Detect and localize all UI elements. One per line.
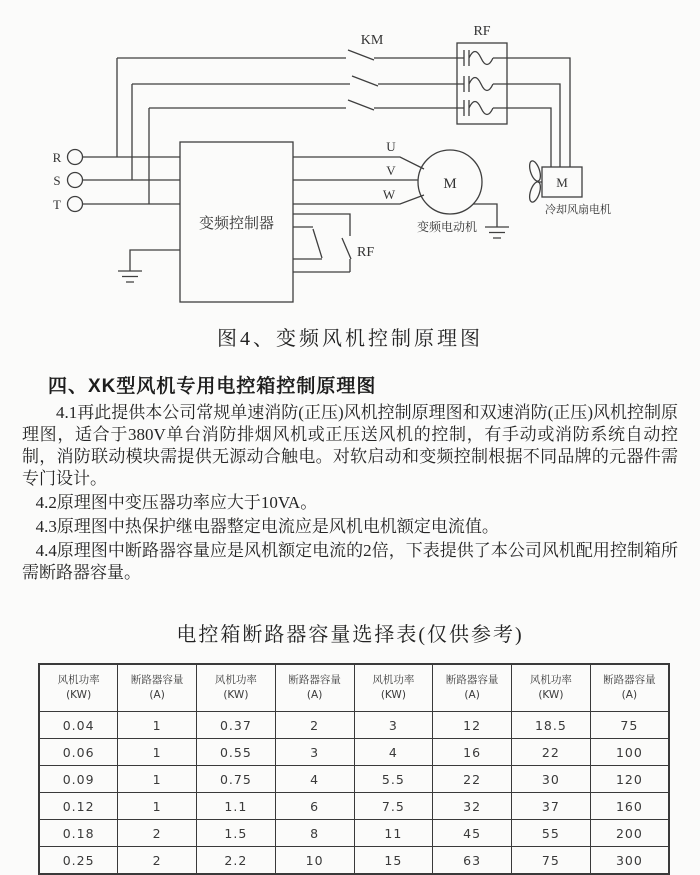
table-header	[39, 664, 669, 712]
caption-main-motor: 变频电动机	[416, 220, 478, 234]
circuit-diagram-svg	[0, 0, 700, 316]
diagram-labels	[53, 24, 611, 260]
label-phase-t: T	[53, 197, 61, 212]
rf-side-inner-loop	[293, 227, 322, 259]
table-cell: 120	[590, 766, 669, 793]
table-cell: 1	[118, 739, 197, 766]
table-cell: 75	[590, 712, 669, 739]
breaker-capacity-table	[38, 663, 670, 875]
km-contact-3	[348, 100, 457, 110]
paragraph-4-4: 4.4原理图中断路器容量应是风机额定电流的2倍，下表提供了本公司风机配用控制箱所需断路器容量。	[22, 541, 678, 582]
table-cell: 55	[512, 820, 591, 847]
label-phase-s: S	[53, 173, 61, 188]
label-w: W	[382, 187, 396, 202]
converter-ground	[118, 250, 180, 282]
riser-wires	[117, 58, 350, 204]
caption-fan-motor: 冷却风扇电机	[545, 204, 611, 216]
table-cell: 0.25	[39, 847, 118, 875]
label-u: U	[386, 139, 396, 154]
table-cell: 300	[590, 847, 669, 875]
fan-blade-bottom	[527, 181, 542, 204]
column-header: 风机功率 (KW)	[354, 664, 433, 712]
table-cell: 30	[512, 766, 591, 793]
table-cell: 8	[275, 820, 354, 847]
rf-heater-1	[457, 50, 507, 66]
label-converter: 变频控制器	[198, 216, 275, 232]
column-header: 断路器容量 (A)	[118, 664, 197, 712]
column-header: 断路器容量 (A)	[275, 664, 354, 712]
section-heading: 四、XK型风机专用电控箱控制原理图	[48, 376, 377, 397]
table-cell: 0.75	[197, 766, 276, 793]
table-cell: 2.2	[197, 847, 276, 875]
label-rf-top: RF	[473, 24, 491, 39]
table-cell: 22	[512, 739, 591, 766]
table-cell: 4	[354, 739, 433, 766]
column-header: 风机功率 (KW)	[197, 664, 276, 712]
table-row	[39, 739, 669, 766]
km-contact-2	[352, 76, 457, 86]
table-cell: 0.04	[39, 712, 118, 739]
table-cell: 45	[433, 820, 512, 847]
table-cell: 10	[275, 847, 354, 875]
table-cell: 7.5	[354, 793, 433, 820]
table-cell: 11	[354, 820, 433, 847]
table-cell: 0.55	[197, 739, 276, 766]
rf-side-outer-loop	[293, 214, 351, 272]
fan-blade-top	[527, 160, 542, 183]
table-cell: 1.5	[197, 820, 276, 847]
table-cell: 5.5	[354, 766, 433, 793]
column-header: 断路器容量 (A)	[590, 664, 669, 712]
table-cell: 200	[590, 820, 669, 847]
table-cell: 0.06	[39, 739, 118, 766]
terminal-r	[68, 150, 83, 165]
table-cell: 160	[590, 793, 669, 820]
motor-ground	[473, 204, 509, 238]
table-cell: 12	[433, 712, 512, 739]
label-rf-side: RF	[357, 245, 375, 260]
table-cell: 32	[433, 793, 512, 820]
table-cell: 15	[354, 847, 433, 875]
table-cell: 3	[275, 739, 354, 766]
table-cell: 100	[590, 739, 669, 766]
wiring	[68, 43, 583, 302]
header-row	[39, 664, 669, 712]
table-cell: 18.5	[512, 712, 591, 739]
rf-heater-3	[457, 100, 507, 116]
table-title: 电控箱断路器容量选择表(仅供参考)	[176, 624, 524, 646]
table-cell: 0.37	[197, 712, 276, 739]
table-cell: 37	[512, 793, 591, 820]
paragraph-4-2: 4.2原理图中变压器功率应大于10VA。	[35, 493, 318, 512]
label-main-motor: M	[443, 176, 457, 192]
terminal-s	[68, 173, 83, 188]
table-cell: 1.1	[197, 793, 276, 820]
km-contact-1	[348, 50, 457, 60]
uvw-wires	[293, 157, 424, 204]
label-phase-r: R	[52, 150, 62, 165]
table-cell: 63	[433, 847, 512, 875]
table-cell: 3	[354, 712, 433, 739]
table-cell: 2	[118, 820, 197, 847]
table-row	[39, 847, 669, 875]
terminal-t	[68, 197, 83, 212]
table-cell: 0.12	[39, 793, 118, 820]
table-cell: 0.18	[39, 820, 118, 847]
table-cell: 4	[275, 766, 354, 793]
column-header: 风机功率 (KW)	[39, 664, 118, 712]
label-fan-motor: M	[556, 175, 568, 190]
table-cell: 1	[118, 793, 197, 820]
fan-feed-wires	[507, 58, 570, 167]
label-v: V	[386, 163, 396, 178]
column-header: 风机功率 (KW)	[512, 664, 591, 712]
paragraph-4-3: 4.3原理图中热保护继电器整定电流应是风机电机额定电流值。	[35, 517, 499, 536]
table-row	[39, 793, 669, 820]
table-cell: 2	[275, 712, 354, 739]
column-header: 断路器容量 (A)	[433, 664, 512, 712]
table-row	[39, 712, 669, 739]
table-row	[39, 766, 669, 793]
table-cell: 1	[118, 766, 197, 793]
label-km: KM	[360, 33, 384, 48]
table-cell: 22	[433, 766, 512, 793]
table-cell: 16	[433, 739, 512, 766]
table-cell: 2	[118, 847, 197, 875]
paragraph-4-1: 4.1再此提供本公司常规单速消防(正压)风机控制原理图和双速消防(正压)风机控制原理图，适合于380V单台消防排烟风机或正压送风机的控制，有手动或消防系统自动控制，消防联动模块需提供无源动合触电。对软启动和变频控制根据不同品牌的元器件需专门设计。	[22, 403, 678, 488]
table-cell: 1	[118, 712, 197, 739]
table-cell: 0.09	[39, 766, 118, 793]
table-cell: 75	[512, 847, 591, 875]
rf-heater-2	[457, 76, 507, 92]
circuit-figure	[0, 0, 700, 316]
table-row	[39, 820, 669, 847]
table-cell: 6	[275, 793, 354, 820]
figure-caption: 图4、变频风机控制原理图	[217, 328, 483, 350]
